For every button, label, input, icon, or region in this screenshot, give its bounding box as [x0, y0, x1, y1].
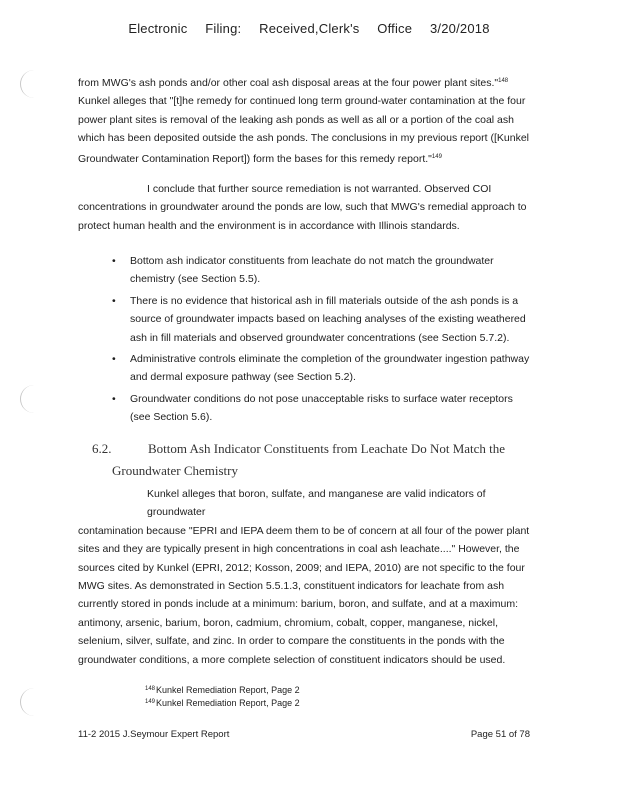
header-received-clerks: Received,Clerk's: [259, 21, 360, 36]
section-title-line2: Groundwater Chemistry: [112, 463, 239, 478]
bullet-text: Bottom ash indicator constituents from leachate do not match the groundwater chemistry (see Section 5.5).: [130, 255, 494, 286]
page-footer: [78, 729, 530, 740]
conclusion-bullet-list: [112, 252, 532, 430]
footnote-ref-148: 148: [498, 78, 509, 84]
footer-report-title: 11-2 2015 J.Seymour Expert Report: [78, 729, 230, 740]
punch-hole-mark-top: [20, 70, 35, 98]
section-number: 6.2.: [92, 441, 112, 456]
paragraph3-rest: contamination because "EPRI and IEPA deem them to be of concern at all four of the power plant sites and they are typically present in high concentrations in coal ash leachate...." However, the sources cited by Kunkel (EPRI, 2012; Kosson, 2009; and IEPA, 2010) are not specific to the four MWG sites. As demonstrated in Section 5.5.1.3, constituent indicators for leachate from ash currently stored in ponds include at a minimum: barium, boron, and sulfate, and at a maximum: antimony, arsenic, barium, boron, cadmium, chromium, cobalt, copper, manganese, nickel, selenium, silver, sulfate, and zinc. In order to compare the constituents in the ponds with the groundwater conditions, a more complete selection of constituent indicators should be used.: [78, 524, 530, 666]
paragraph2-rest: concentrations in groundwater around the ponds are low, such that MWG's remedial approach to protect human health and the environment is in accordance with Illinois standards.: [78, 201, 527, 232]
footnote: [145, 683, 300, 696]
filing-stamp-header: [0, 21, 618, 36]
paragraph2-first-line: I conclude that further source remediation is not warranted. Observed COI: [147, 183, 492, 195]
header-filing: Filing:: [205, 21, 242, 36]
paragraph1-text-b: Kunkel alleges that "[t]he remedy for continued long term ground-water contamination at the four power plant sites is removal of the leaking ash ponds as well as all or a portion of the coal ash which has been deposited outside the ash ponds. The conclusions in my previous report ([Kunkel Groundwater Contamination Report]) form the bases for this remedy report.": [78, 95, 529, 165]
paragraph-conclusion: [78, 180, 530, 235]
paragraph-kunkel-allegation: [78, 72, 530, 168]
footnote-text: Kunkel Remediation Report, Page 2: [156, 698, 300, 708]
section-heading: [92, 438, 532, 482]
bullet-dot: •: [112, 255, 116, 267]
bullet-text: There is no evidence that historical ash in fill materials outside of the ash ponds is a source of groundwater impacts based on leaching analyses of the existing weathered ash in fill materials and observed groundwater concentrations (see Section 5.7.2).: [130, 294, 526, 344]
bullet-item: [112, 292, 532, 347]
footnote-ref-149: 149: [431, 153, 442, 160]
bullet-dot: •: [112, 294, 116, 307]
header-date: 3/20/2018: [430, 21, 490, 36]
bullet-dot: •: [112, 392, 116, 405]
paragraph3-first-line: Kunkel alleges that boron, sulfate, and manganese are valid indicators of groundwater: [147, 488, 486, 519]
header-electronic: Electronic: [128, 21, 188, 36]
footnote-text: Kunkel Remediation Report, Page 2: [156, 685, 300, 695]
footnote-number: 148: [145, 686, 156, 692]
bullet-item: [112, 390, 532, 427]
footnote-number: 149: [145, 699, 156, 705]
punch-hole-mark-middle: [20, 385, 35, 413]
bullet-text: Groundwater conditions do not pose unacceptable risks to surface water receptors (see Section 5.6).: [130, 392, 513, 424]
punch-hole-mark-bottom: [20, 688, 35, 716]
bullet-item: [112, 252, 532, 289]
footnotes: [145, 683, 300, 709]
section-title-line1: Bottom Ash Indicator Constituents from Leachate Do Not Match the: [148, 441, 506, 456]
paragraph-indicator-constituents: [78, 485, 530, 669]
bullet-item: [112, 350, 532, 387]
paragraph1-text-a: from MWG's ash ponds and/or other coal ash disposal areas at the four power plant sites.": [78, 77, 499, 89]
footnote: [145, 696, 300, 709]
bullet-dot: •: [112, 353, 116, 366]
bullet-text: Administrative controls eliminate the completion of the groundwater ingestion pathway and dermal exposure pathway (see Section 5.2).: [130, 353, 530, 384]
footer-page-number: Page 51 of 78: [470, 729, 530, 740]
header-office: Office: [377, 21, 413, 36]
